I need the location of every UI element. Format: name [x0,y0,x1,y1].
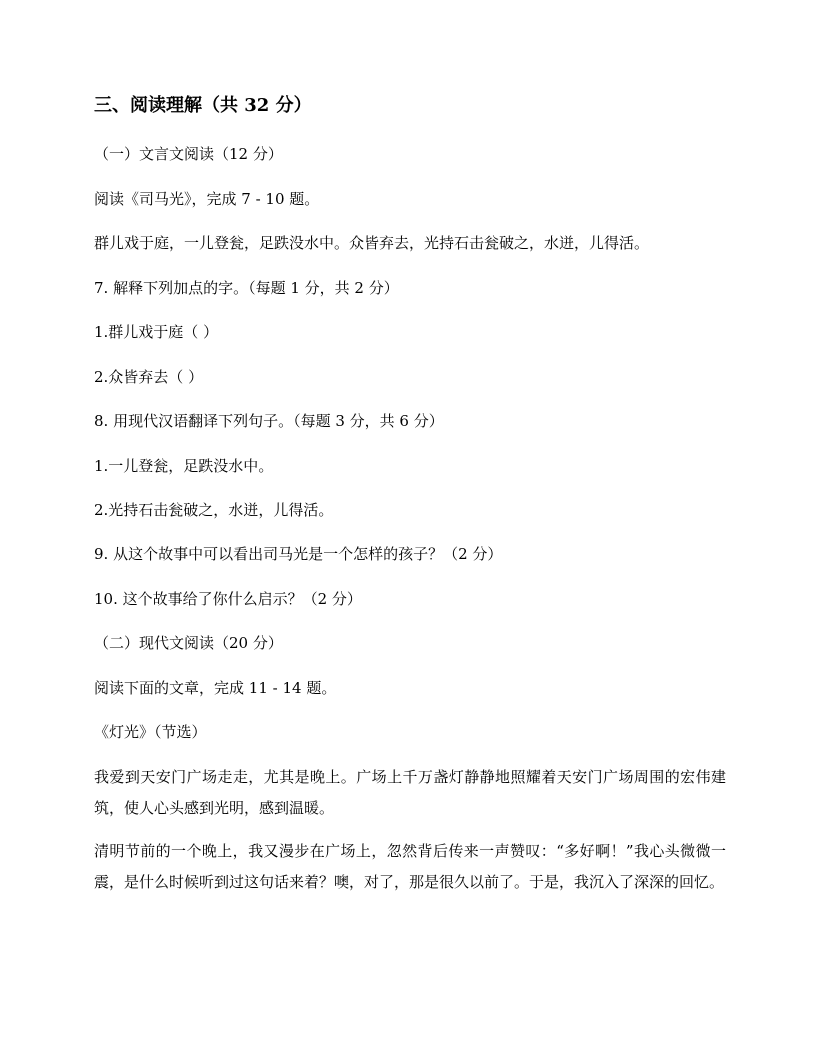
question-8-item-1: 1.一儿登瓮，足跌没水中。 [94,457,274,475]
question-8: 8. 用现代汉语翻译下列句子。（每题 3 分，共 6 分） [94,412,444,430]
question-10: 10. 这个故事给了你什么启示？（2 分） [94,590,362,608]
question-7-item-1: 1.群儿戏于庭（ ） [94,323,219,341]
question-8-item-2: 2.光持石击瓮破之，水迸，儿得活。 [94,501,334,519]
question-7: 7. 解释下列加点的字。（每题 1 分，共 2 分） [94,279,399,297]
article-paragraph-2: 清明节前的一个晚上，我又漫步在广场上，忽然背后传来一声赞叹：“多好啊！”我心头微微一震，是什么时候听到过这句话来着？噢，对了，那是很久以前了。于是，我沉入了深深的回忆。 [94,842,726,891]
question-9: 9. 从这个故事中可以看出司马光是一个怎样的孩子？（2 分） [94,545,503,563]
question-7-item-2: 2.众皆弃去（ ） [94,368,204,386]
part2-header: （二）现代文阅读（20 分） [94,634,283,652]
part1-instruction: 阅读《司马光》，完成 7 - 10 题。 [94,190,320,208]
classical-passage: 群儿戏于庭，一儿登瓮，足跌没水中。众皆弃去，光持石击瓮破之，水迸，儿得活。 [94,234,650,252]
part2-instruction: 阅读下面的文章，完成 11 - 14 题。 [94,679,337,697]
part1-header: （一）文言文阅读（12 分） [94,145,283,163]
section-title: 三、阅读理解（共 32 分） [94,95,312,116]
article-paragraph-1: 我爱到天安门广场走走，尤其是晚上。广场上千万盏灯静静地照耀着天安门广场周围的宏伟建筑，使人心头感到光明，感到温暖。 [94,768,726,817]
article-title: 《灯光》（节选） [94,723,207,741]
